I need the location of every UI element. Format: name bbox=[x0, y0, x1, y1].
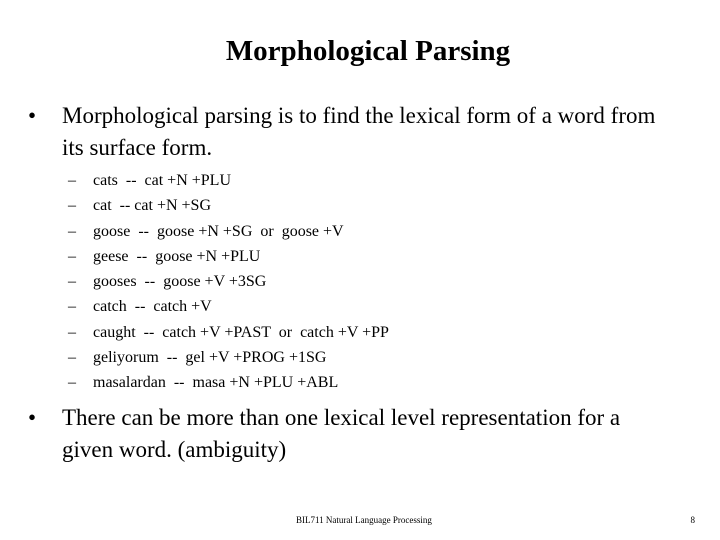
example-item bbox=[68, 168, 389, 193]
dash-marker: – bbox=[68, 298, 76, 316]
example-text: geese -- goose +N +PLU bbox=[93, 247, 261, 265]
dash-marker: – bbox=[68, 374, 76, 392]
example-text: caught -- catch +V +PAST or catch +V +PP bbox=[93, 323, 389, 341]
example-item bbox=[68, 269, 389, 294]
example-item bbox=[68, 244, 389, 269]
example-item bbox=[68, 219, 389, 244]
bullet-dot: • bbox=[28, 103, 37, 128]
example-text: cat -- cat +N +SG bbox=[93, 197, 212, 215]
example-item bbox=[68, 345, 389, 370]
example-text: goose -- goose +N +SG or goose +V bbox=[93, 222, 344, 240]
example-text: masalardan -- masa +N +PLU +ABL bbox=[93, 374, 339, 392]
example-text: gooses -- goose +V +3SG bbox=[93, 273, 267, 291]
slide-title: Morphological Parsing bbox=[225, 35, 511, 67]
dash-marker: – bbox=[68, 349, 76, 367]
example-item bbox=[68, 294, 389, 319]
example-item bbox=[68, 193, 389, 218]
footer-course-name: BIL711 Natural Language Processing bbox=[296, 515, 432, 525]
dash-marker: – bbox=[68, 222, 76, 240]
example-item bbox=[68, 370, 389, 395]
dash-marker: – bbox=[68, 323, 76, 341]
example-item bbox=[68, 320, 389, 345]
bullet-item bbox=[28, 402, 662, 466]
dash-marker: – bbox=[68, 197, 76, 215]
dash-marker: – bbox=[68, 247, 76, 265]
example-text: cats -- cat +N +PLU bbox=[93, 172, 232, 189]
example-text: geliyorum -- gel +V +PROG +1SG bbox=[93, 349, 327, 367]
bullet-item bbox=[28, 100, 662, 164]
dash-marker: – bbox=[68, 172, 76, 189]
page-number: 8 bbox=[690, 515, 695, 525]
bullet-text: There can be more than one lexical level representation for a given word. (ambiguity) bbox=[62, 405, 621, 462]
bullet-text: Morphological parsing is to find the lexical form of a word from its surface form. bbox=[62, 103, 656, 160]
bullet-dot: • bbox=[28, 405, 37, 430]
example-list bbox=[68, 168, 389, 396]
dash-marker: – bbox=[68, 273, 76, 291]
example-text: catch -- catch +V bbox=[93, 298, 212, 316]
